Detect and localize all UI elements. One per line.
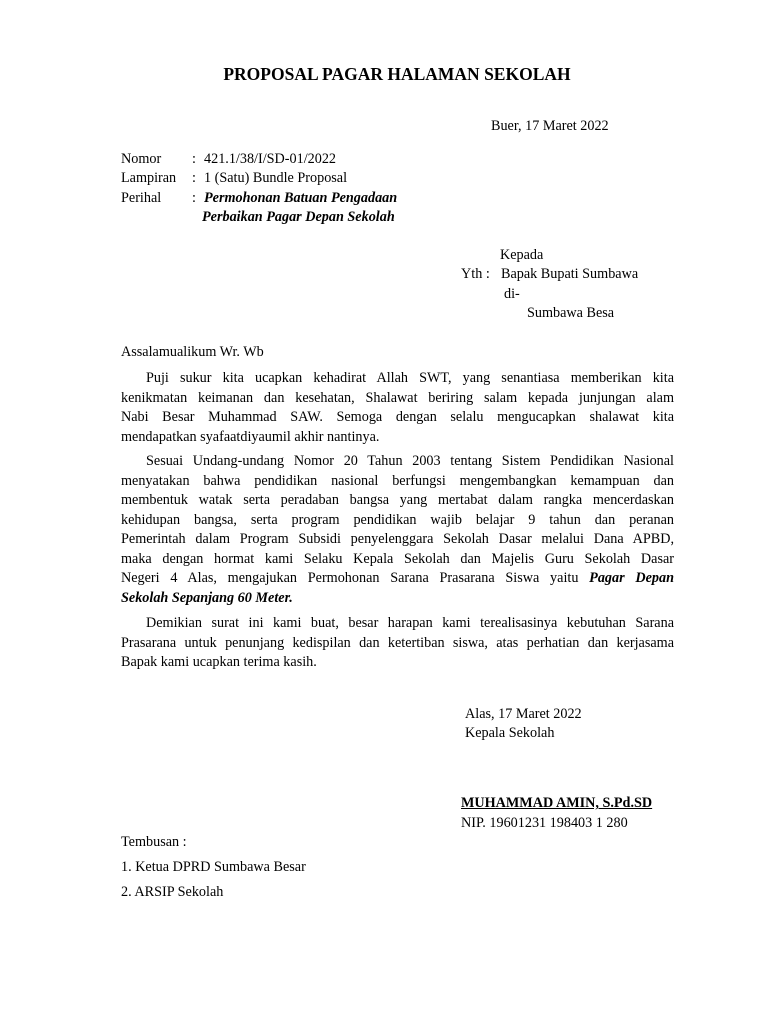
paragraph-line: Demikian surat ini kami buat, besar harapan kami terealisasinya kebutuhan Sarana (146, 615, 674, 631)
paragraph-line: Puji sukur kita ucapkan kehadirat Allah SWT, yang senantiasa memberikan kita (146, 370, 674, 386)
lampiran-value: 1 (Satu) Bundle Proposal (204, 170, 348, 186)
perihal-label: Perihal (121, 190, 162, 206)
paragraph-line: membentuk watak serta peradaban bangsa yang mertabat dalam rangka mencerdaskan (121, 492, 674, 508)
nomor-value: 421.1/38/I/SD-01/2022 (204, 151, 337, 167)
paragraph-line: Pemerintah dalam Program Subsidi penyelenggara Sekolah Dasar melalui Dana APBD, (121, 531, 674, 547)
recipient-di: di- (504, 286, 520, 302)
paragraph-line: Prasarana untuk penunjang kedispilan dan ketertiban siswa, atas perhatian dan kerjasama (121, 634, 674, 651)
tembusan-item: 1. Ketua DPRD Sumbawa Besar (121, 859, 306, 875)
perihal-value-line1: Permohonan Batuan Pengadaan (204, 190, 398, 206)
nomor-colon: : (192, 151, 196, 167)
signer-nip: NIP. 19601231 198403 1 280 (461, 815, 628, 831)
tembusan-label: Tembusan : (121, 834, 187, 850)
paragraph-line: Nabi Besar Muhammad SAW. Semoga dengan selalu mengucapkan shalawat kita (121, 409, 674, 425)
paragraph-line: kenikmatan keimanan dan kesehatan, Shalawat beriring salam kepada junjungan alam (121, 389, 674, 406)
paragraph-opening (121, 369, 674, 447)
paragraph-request (121, 452, 674, 608)
signature-position: Kepala Sekolah (465, 725, 555, 741)
signature-place-date: Alas, 17 Maret 2022 (465, 706, 582, 722)
lampiran-label: Lampiran (121, 170, 177, 186)
paragraph-closing (121, 614, 674, 673)
recipient-name: Bapak Bupati Sumbawa (501, 266, 639, 282)
paragraph-line: maka dengan hormat kami Selaku Kepala Sekolah dan Majelis Guru Sekolah Dasar (121, 550, 674, 567)
request-item-emphasis: Pagar Depan (589, 570, 674, 586)
greeting: Assalamualikum Wr. Wb (121, 344, 264, 360)
paragraph-line: Sesuai Undang-undang Nomor 20 Tahun 2003 tentang Sistem Pendidikan Nasional (146, 453, 674, 469)
nomor-label: Nomor (121, 151, 162, 167)
lampiran-colon: : (192, 170, 196, 186)
paragraph-line: Bapak kami ucapkan terima kasih. (121, 654, 317, 670)
recipient-yth: Yth : (461, 266, 490, 282)
paragraph-text: Negeri 4 Alas, mengajukan Permohonan Sarana Prasarana Siswa yaitu (121, 570, 579, 586)
request-item-emphasis: Sekolah Sepanjang 60 Meter. (121, 589, 293, 606)
perihal-value-line2: Perbaikan Pagar Depan Sekolah (202, 209, 395, 225)
paragraph-line: kehidupan bangsa, serta program pendidikan wajib belajar 9 tahun dan peranan (121, 511, 674, 528)
paragraph-line: mendapatkan syafaatdiyaumil akhir nantinya. (121, 428, 380, 445)
paragraph-line (121, 589, 674, 609)
recipient-place: Sumbawa Besa (527, 305, 615, 321)
paragraph-line: menyatakan bahwa pendidikan nasional berfungsi mengembangkan kemampuan dan (121, 472, 674, 489)
paragraph-line (121, 569, 674, 589)
letter-place-date: Buer, 17 Maret 2022 (491, 118, 609, 134)
recipient-kepada: Kepada (500, 247, 544, 263)
signer-name: MUHAMMAD AMIN, S.Pd.SD (461, 795, 653, 811)
perihal-colon: : (192, 190, 196, 206)
document-title: PROPOSAL PAGAR HALAMAN SEKOLAH (223, 64, 571, 84)
tembusan-item: 2. ARSIP Sekolah (121, 884, 224, 900)
